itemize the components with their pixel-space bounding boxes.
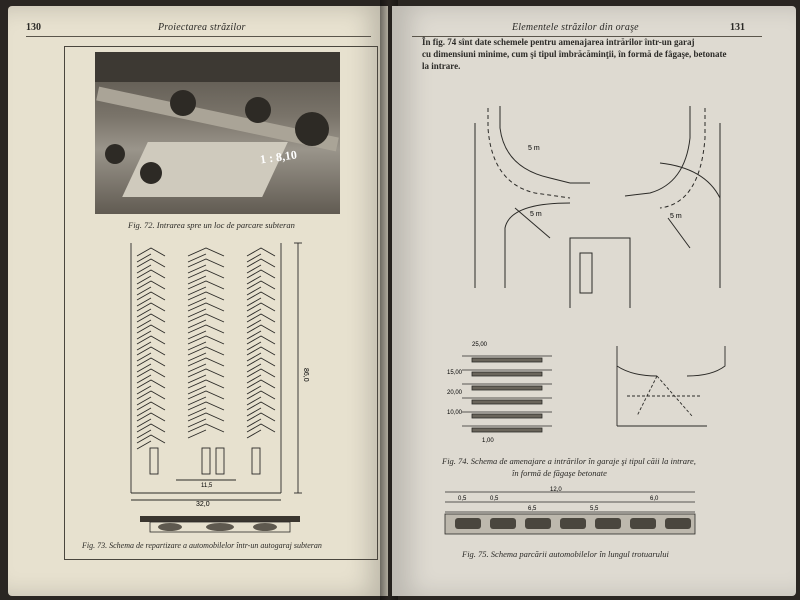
fig73-caption: Fig. 73. Schema de repartizare a automobilelor într-un autogaraj subteran xyxy=(82,541,322,550)
fig75-caption: Fig. 75. Schema parcării automobilelor în lungul trotuarului xyxy=(462,549,669,559)
right-page-number: 131 xyxy=(730,22,745,33)
parking-stall xyxy=(247,259,275,267)
parking-stall xyxy=(137,380,165,388)
parking-stall xyxy=(137,248,165,256)
parked-car xyxy=(560,518,586,529)
parking-stall xyxy=(188,358,224,366)
fig73-column-right xyxy=(247,248,275,438)
fig74-entrance-plans xyxy=(420,88,770,308)
left-running-head: Proiectarea străzilor xyxy=(158,22,246,33)
parking-stall xyxy=(137,336,165,344)
parking-stall xyxy=(188,270,224,278)
parking-stall xyxy=(188,259,224,267)
parking-stall xyxy=(188,402,224,410)
fig74-caption-line2: în formă de făgaşe betonate xyxy=(512,468,607,478)
fig74-dim-top: 25,00 xyxy=(472,342,488,348)
parking-stall xyxy=(137,358,165,366)
parking-stall xyxy=(188,248,224,256)
parked-car xyxy=(455,518,481,529)
fig72-photo xyxy=(95,52,340,214)
parking-stall xyxy=(188,281,224,289)
fig73-column-left xyxy=(137,248,165,449)
parked-car xyxy=(630,518,656,529)
section-slab xyxy=(472,386,542,390)
fig74-dim-b: 20,00 xyxy=(447,390,463,396)
parking-stall xyxy=(247,402,275,410)
parking-stall xyxy=(137,303,165,311)
parking-stall xyxy=(188,391,224,399)
parking-stall xyxy=(188,325,224,333)
body-line-1: În fig. 74 sînt date schemele pentru amenajarea intrărilor într-un garaj xyxy=(422,37,695,47)
parking-stall xyxy=(247,281,275,289)
fig73-column-center xyxy=(188,248,224,438)
parking-stall xyxy=(247,314,275,322)
parking-stall xyxy=(137,402,165,410)
fig74-radius-c: 5 m xyxy=(670,213,682,220)
fig75-dim-total: 12,0 xyxy=(550,487,562,493)
parking-stall xyxy=(247,391,275,399)
fig73-section-strip xyxy=(140,514,300,536)
parking-stall xyxy=(247,347,275,355)
fig74-radius-a: 5 m xyxy=(528,145,540,152)
parking-stall xyxy=(137,413,165,421)
parking-stall xyxy=(137,435,165,443)
parking-stall xyxy=(247,424,275,432)
left-page-number: 130 xyxy=(26,22,41,33)
parking-stall xyxy=(137,325,165,333)
parking-stall xyxy=(137,270,165,278)
fig74-dim-bottom: 1,00 xyxy=(482,438,494,444)
parked-car xyxy=(490,518,516,529)
parking-stall xyxy=(247,325,275,333)
fig73-dim-small: 11,5 xyxy=(201,483,213,489)
parking-stall xyxy=(247,248,275,256)
parking-stall xyxy=(137,347,165,355)
parking-stall xyxy=(137,292,165,300)
parked-car xyxy=(665,518,691,529)
left-page xyxy=(8,6,388,596)
parking-stall xyxy=(137,424,165,432)
parking-stall xyxy=(137,369,165,377)
fig75-dim-1: 0,5 xyxy=(458,496,467,502)
fig72-caption: Fig. 72. Intrarea spre un loc de parcare subteran xyxy=(128,220,295,230)
parking-stall xyxy=(188,380,224,388)
fig74-road-sections xyxy=(442,336,562,446)
fig73-dim-height: 86,0 xyxy=(302,368,309,382)
parking-stall xyxy=(247,358,275,366)
fig75-curb-parking xyxy=(440,484,700,544)
left-head-rule xyxy=(26,36,371,37)
parking-stall xyxy=(247,303,275,311)
parking-stall xyxy=(188,336,224,344)
fig74-dim-c: 10,00 xyxy=(447,410,463,416)
fig74-dim-a: 15,00 xyxy=(447,370,463,376)
parking-stall xyxy=(247,270,275,278)
parking-stall xyxy=(247,369,275,377)
body-line-3: la intrare. xyxy=(422,61,461,71)
section-slab xyxy=(472,358,542,362)
fig75-dim-5: 6,0 xyxy=(650,496,659,502)
fig74-garage-plan xyxy=(607,336,737,436)
fig73-parking-diagram xyxy=(126,238,326,508)
right-page xyxy=(392,6,796,596)
fig72-photo-label: 1 : 8,10 xyxy=(259,147,298,167)
parked-car xyxy=(595,518,621,529)
parked-car xyxy=(525,518,551,529)
body-line-2: cu dimensiuni minime, cum şi tipul îmbrăcăminţii, în formă de fâgaşe, betonate xyxy=(422,49,727,59)
fig74-radius-b: 5 m xyxy=(530,211,542,218)
parking-stall xyxy=(188,369,224,377)
parking-stall xyxy=(188,424,224,432)
parking-stall xyxy=(188,314,224,322)
parking-stall xyxy=(247,336,275,344)
fig75-dim-4: 5,5 xyxy=(590,506,599,512)
parking-stall xyxy=(188,303,224,311)
parking-stall xyxy=(188,413,224,421)
parking-stall xyxy=(247,380,275,388)
section-slab xyxy=(472,372,542,376)
fig73-dim-width: 32,0 xyxy=(196,501,210,508)
parking-stall xyxy=(137,259,165,267)
right-running-head: Elementele străzilor din oraşe xyxy=(512,22,639,33)
fig75-dim-3: 6,5 xyxy=(528,506,537,512)
parking-stall xyxy=(247,292,275,300)
section-slab xyxy=(472,400,542,404)
parking-stall xyxy=(137,391,165,399)
parking-stall xyxy=(137,314,165,322)
fig74-caption-line1: Fig. 74. Schema de amenajare a intrărilor în garaje şi tipul căii la intrare, xyxy=(442,456,696,466)
section-slab xyxy=(472,414,542,418)
fig74-intro-text xyxy=(422,36,772,72)
fig75-dim-2: 0,5 xyxy=(490,496,499,502)
parking-stall xyxy=(137,281,165,289)
section-slab xyxy=(472,428,542,432)
parking-stall xyxy=(188,347,224,355)
parking-stall xyxy=(188,292,224,300)
parking-stall xyxy=(247,413,275,421)
